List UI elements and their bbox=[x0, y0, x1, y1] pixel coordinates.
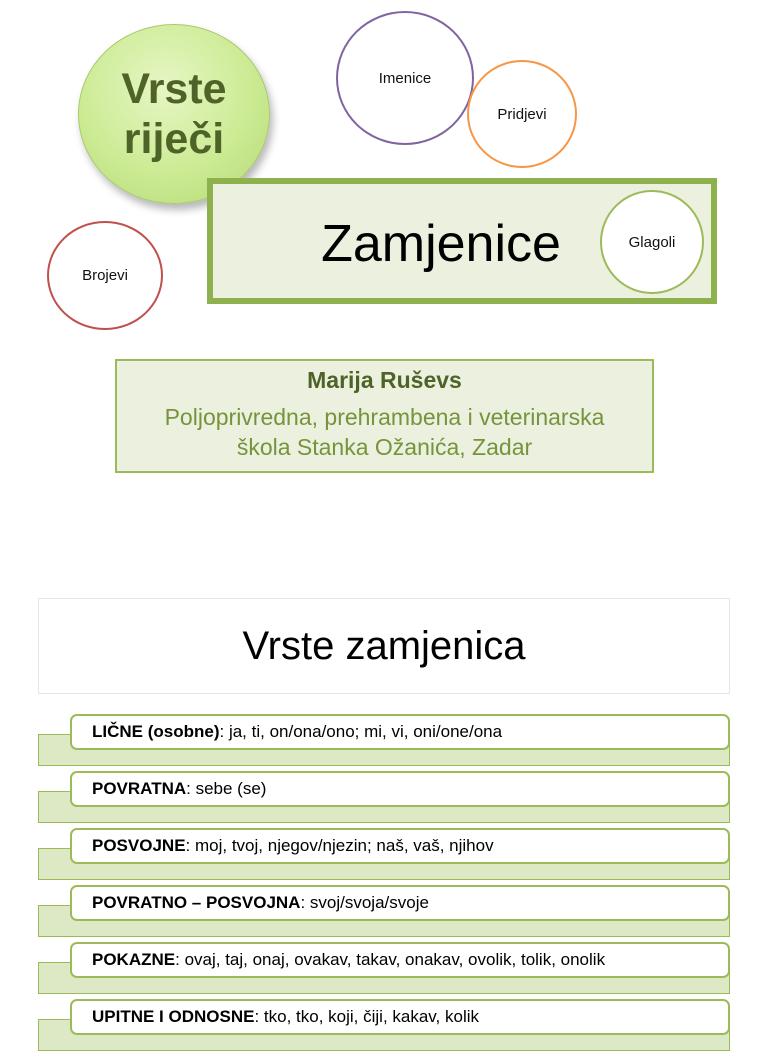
slide-title: Zamjenice bbox=[321, 215, 561, 273]
brojevi-label: Brojevi bbox=[82, 267, 128, 284]
pridjevi-label: Pridjevi bbox=[497, 105, 547, 123]
row-text: : svoj/svoja/svoje bbox=[300, 893, 429, 912]
row-text: : tko, tko, koji, čiji, kakav, kolik bbox=[254, 1007, 479, 1026]
row-text: : ovaj, taj, onaj, ovakav, takav, onakav, ovolik, tolik, onolik bbox=[175, 950, 606, 969]
vrste-rijeci-line2: riječi bbox=[123, 115, 225, 163]
list-item-upitne-odnosne bbox=[38, 999, 730, 1051]
vrste-rijeci-line1: Vrste bbox=[121, 65, 227, 113]
row-box bbox=[70, 714, 730, 750]
row-label: POVRATNO – POSVOJNA bbox=[92, 893, 301, 912]
row-label: UPITNE I ODNOSNE bbox=[92, 1007, 255, 1026]
author-box bbox=[115, 359, 654, 473]
row-text: : moj, tvoj, njegov/njezin; naš, vaš, njihov bbox=[185, 836, 494, 855]
list-item-povratna bbox=[38, 771, 730, 823]
pridjevi-circle bbox=[467, 60, 577, 168]
row-box bbox=[70, 771, 730, 807]
list-item-posvojne bbox=[38, 828, 730, 880]
row-label: POSVOJNE bbox=[92, 836, 186, 855]
row-box bbox=[70, 942, 730, 978]
brojevi-circle bbox=[47, 221, 163, 330]
vrste-rijeci-circle bbox=[78, 24, 270, 204]
row-label: POKAZNE bbox=[92, 950, 176, 969]
author-school bbox=[117, 402, 652, 462]
list-item-pokazne bbox=[38, 942, 730, 994]
row-text: : ja, ti, on/ona/ono; mi, vi, oni/one/ona bbox=[219, 722, 503, 741]
list-item-povratno-posvojna bbox=[38, 885, 730, 937]
row-box bbox=[70, 885, 730, 921]
row-label: LIČNE (osobne) bbox=[92, 722, 220, 741]
row-label: POVRATNA bbox=[92, 779, 187, 798]
imenice-circle bbox=[336, 11, 474, 145]
imenice-label: Imenice bbox=[378, 69, 432, 87]
school-line-2: škola Stanka Ožanića, Zadar bbox=[236, 434, 533, 460]
glagoli-circle bbox=[600, 190, 704, 294]
glagoli-label: Glagoli bbox=[628, 233, 676, 251]
row-text: : sebe (se) bbox=[186, 779, 267, 798]
row-box bbox=[70, 828, 730, 864]
vrste-zamjenica-title: Vrste zamjenica bbox=[38, 598, 730, 694]
list-item-licne bbox=[38, 714, 730, 766]
author-name: Marija Ruševs bbox=[307, 367, 462, 393]
school-line-1: Poljoprivredna, prehrambena i veterinarska bbox=[164, 404, 605, 430]
row-box bbox=[70, 999, 730, 1035]
